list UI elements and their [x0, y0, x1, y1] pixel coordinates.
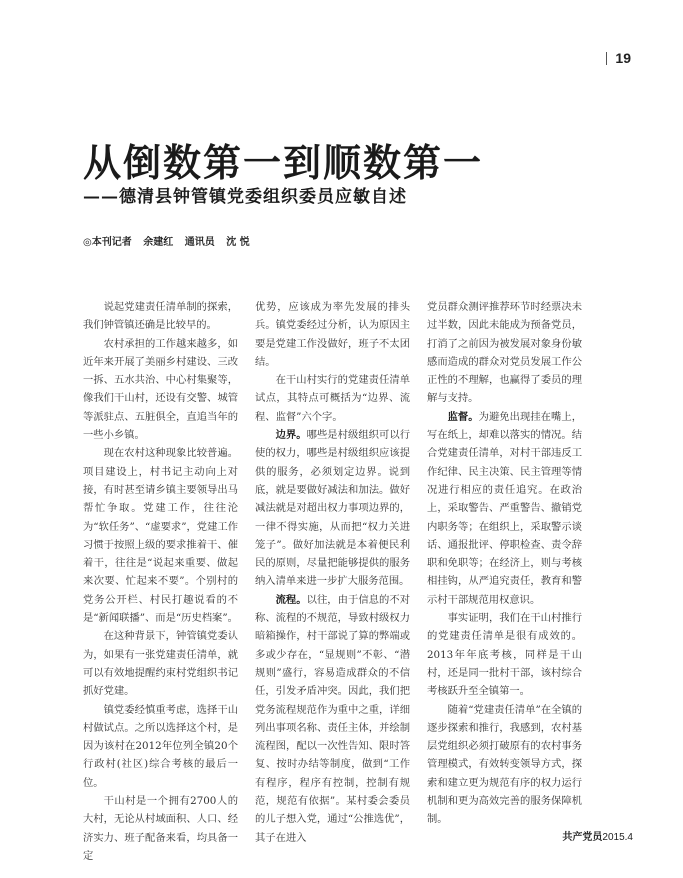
section-text-supervision: 为避免出现挂在嘴上，写在纸上，却难以落实的情况。结合党建责任清单，对村干部违反工作纪律、民主决策、民主管理等情况进行相应的责任追究。在政治上，采取警告、严重警告、撤销党内职务等；在组织上，采取警示谈话、通报批评、停职检查、责令辞职和免职等；在经济上，则与考核相挂钩，从严追究责任，教育和警示村干部规范用权意识。: [427, 410, 583, 606]
section-lead-boundary: 边界。: [275, 429, 307, 442]
column-2: [255, 298, 410, 847]
paragraph-continued: 优势，应该成为率先发展的排头兵。镇党委经过分析，认为原因主要是党建工作没做好，班子不太团结。: [255, 301, 410, 368]
paragraph-supervision: [427, 408, 582, 609]
magazine-footer: [562, 828, 633, 843]
byline: [83, 233, 250, 248]
paragraph: 现在农村这种现象比较普遍。项目建设上，村书记主动向上对接，有时甚至请乡镇主要领导出马帮忙争取。党建工作，往往沦为“软任务”、“虚要求”，党建工作习惯于按照上级的要求推着干、催着干，往往是“说起来重要、做起来次要、忙起来不要”。个别村的党务公开栏、村民打趣说看的不是“新闻联播”、而是“历史档案”。: [83, 447, 238, 625]
section-lead-process: 流程。: [275, 593, 307, 606]
byline-correspondent-role: 通讯员: [184, 237, 215, 248]
section-text-boundary: 哪些是村级组织可以行使的权力，哪些是村级组织应该提供的服务，必须划定边界。说到底，就是要做好减法和加法。做好减法就是对超出权力事项边界的，一律不得实施，从而把“权力关进笼子”。做好加法就是本着便民利民的原则，尽量把能够提供的服务纳入清单来进一步扩大服务范围。: [255, 429, 411, 588]
paragraph-continued: 党员群众测评推荐环节时经票决未过半数，因此未能成为预备党员，打消了之前因为被发展对象身份敏感而造成的群众对党员发展工作公正性的不理解，也赢得了委员的理解与支持。: [427, 301, 582, 405]
paragraph: 随着“党建责任清单”在全镇的逐步探索和推行，我感到，农村基层党组织必须打破原有的农村事务管理模式，有效转变领导方式，探索和建立更为规范有序的权力运行机制和更为高效完善的服务保障机制。: [427, 703, 582, 826]
byline-correspondent: 沈 悦: [226, 237, 250, 248]
paragraph: 镇党委经慎重考虑，选择干山村做试点。之所以选择这个村，是因为该村在2012年位列全镇20个行政村(社区)综合考核的最后一位。: [83, 703, 238, 789]
paragraph-boundary: [255, 426, 410, 591]
byline-reporter: 余建红: [143, 237, 174, 248]
article-title: 从倒数第一到顺数第一: [83, 140, 484, 185]
byline-reporter-role: ◎本刊记者: [83, 237, 132, 248]
article-subtitle: ——德清县钟管镇党委组织委员应敏自述: [83, 187, 407, 207]
page-number-divider: [606, 52, 607, 65]
paragraph: 事实证明，我们在干山村推行的党建责任清单是很有成效的。2013年年底考核，同样是干山村，还是同一批村干部，该村综合考核跃升至全镇第一。: [427, 612, 582, 698]
paragraph: 干山村是一个拥有2700人的大村，无论从村域面积、人口、经济实力、班子配备来看，均具备一定: [83, 795, 238, 862]
column-1: [83, 298, 238, 865]
paragraph: 在这种背景下，钟管镇党委认为，如果有一张党建责任清单，就可以有效地提醒约束村党组织书记抓好党建。: [83, 630, 238, 698]
paragraph: 说起党建责任清单制的探索，我们钟管镇还确是比较早的。: [83, 301, 238, 332]
magazine-logo: 共产党员: [562, 832, 603, 843]
section-lead-supervision: 监督。: [447, 410, 479, 423]
paragraph-process: [255, 591, 410, 847]
section-text-process: 以往，由于信息的不对称、流程的不规范，导致村级权力暗箱操作，村干部说了算的弊端或多或少存在，“显规则”不彰、“潜规则”盛行，容易造成群众的不信任，引发矛盾冲突。因此，我们把党务流程规范作为重中之重，详细列出事项名称、责任主体，并绘制流程图，配以一次性告知、限时答复、按时办结等制度，做到“工作有程序，程序有控制，控制有规范，规范有依据”。某村委会委员的儿子想入党，通过“公推选优”，其子在进入: [255, 593, 411, 844]
page-number-text: 19: [615, 50, 631, 66]
page-number: [606, 50, 631, 66]
paragraph: 在干山村实行的党建责任清单试点，其特点可概括为“边界、流程、监督”六个字。: [255, 374, 410, 423]
paragraph: 农村承担的工作越来越多，如近年来开展了美丽乡村建设、三改一拆、五水共治、中心村集聚等，像我们干山村，还设有交警、城管等派驻点、五脏俱全，直追当年的一些小乡镇。: [83, 337, 238, 442]
column-3: [427, 298, 582, 829]
magazine-issue: 2015.4: [602, 832, 633, 843]
